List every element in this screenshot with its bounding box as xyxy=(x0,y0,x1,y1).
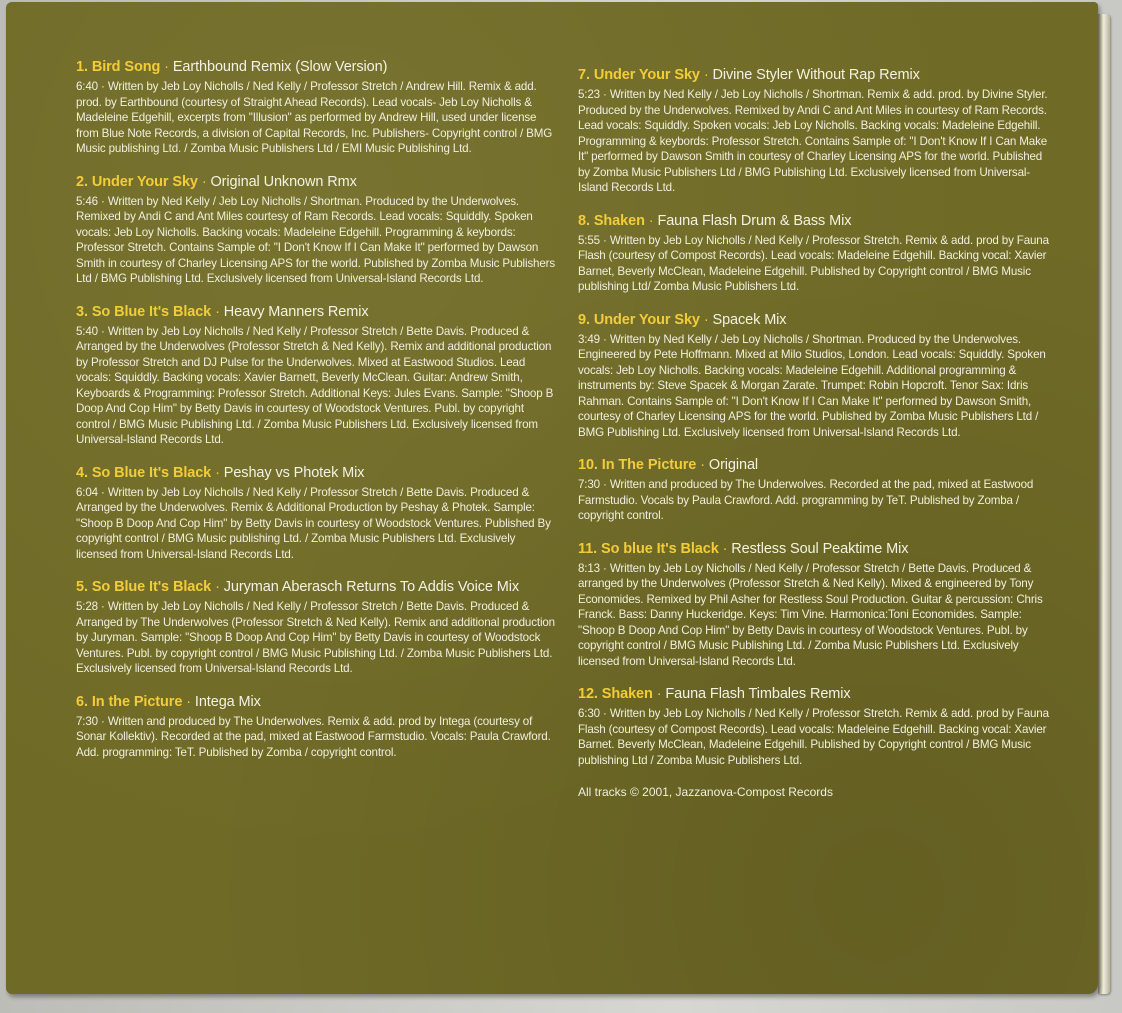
track-number: 8. xyxy=(578,212,590,229)
track-number: 10. xyxy=(578,457,598,473)
track-title: In the Picture xyxy=(91,693,183,710)
copyright-footer: All tracks © 2001, Jazzanova-Compost Records xyxy=(578,785,833,799)
cd-back-card xyxy=(6,2,1098,994)
track-number: 2. xyxy=(76,173,88,190)
track-mix-name: Original xyxy=(708,457,759,473)
track-heading xyxy=(578,685,1056,703)
track-number: 9. xyxy=(578,311,590,328)
track-mix-name: Peshay vs Photek Mix xyxy=(223,464,365,481)
track-heading xyxy=(578,456,1056,474)
track-mix-name: Earthbound Remix (Slow Version) xyxy=(172,59,388,75)
track-title: Shaken xyxy=(593,212,645,229)
track-heading xyxy=(578,311,1056,329)
track-entry xyxy=(578,66,1056,196)
track-separator: · xyxy=(164,59,169,75)
track-number: 1. xyxy=(76,59,88,75)
track-separator: · xyxy=(722,540,728,557)
track-entry xyxy=(578,311,1056,441)
track-title: Shaken xyxy=(601,686,653,702)
track-credits: 3:49 · Written by Ned Kelly / Jeb Loy Nicholls / Shortman. Produced by the Underwolves. Engineered by Pete Hoffmann. Mixed at Milo Studios, London. Lead vocals: Squiddly. Spoken vocals: Jeb Loy Nicholls. Backing vocals: Madeleine Edgehill. Additional programming & instruments by: Steve Spacek & Morgan Zarate. Trumpet: Robin Hopcroft. Tenor Sax: Idris Rahman. Contains Sample of: "I Don't Know If I Can Make It" performed by Dawson Smith, courtesy of Charley Licensing APS for the world. Published by Zomba Music Publishers Ltd / BMG Publishing Ltd. Exclusively licensed from Universal-Island Records Ltd. xyxy=(578,332,1046,439)
track-separator: · xyxy=(215,303,220,320)
track-title: In The Picture xyxy=(601,457,697,473)
track-title: Bird Song xyxy=(91,59,161,75)
track-separator: · xyxy=(703,311,709,328)
track-title: So Blue It's Black xyxy=(91,464,212,481)
track-separator: · xyxy=(215,579,220,595)
track-entry xyxy=(578,540,1056,670)
track-separator: · xyxy=(656,686,662,702)
track-heading xyxy=(76,303,556,321)
track-credits: 7:30 · Written and produced by The Underwolves. Recorded at the pad, mixed at Eastwood Farmstudio. Vocals by Paula Crawford. Add. programming by TeT. Published by Zomba / copyright control. xyxy=(578,478,1034,522)
case-spine-edge xyxy=(1098,14,1110,994)
track-number: 4. xyxy=(76,464,88,481)
track-number: 11. xyxy=(578,540,598,557)
track-credits: 5:40 · Written by Jeb Loy Nicholls / Ned Kelly / Professor Stretch / Bette Davis. Produced & Arranged by the Underwolves (Professor Stretch & Ned Kelly). Remix and additional production by Professor Stretch and DJ Pulse for the Underwolves. Mixed at Eastwood Studios. Lead vocals: Squiddly. Backing vocals: Xavier Barnett, Beverly McClean. Guitar: Andrew Smith, Keyboards & Programming: Professor Stretch. Additional Keys: Jules Evans. Sample: "Shoop B Doop And Cop Him" by Betty Davis in courtesy of Woodstock Ventures. Publ. by copyright control / BMG Music Publishing Ltd. / Zomba Music Publishers Ltd. Exclusively licensed from Universal-Island Records Ltd. xyxy=(76,324,554,446)
track-title: So Blue It's Black xyxy=(91,303,212,320)
track-number: 6. xyxy=(76,693,88,710)
tracklist-column-right xyxy=(578,66,1056,800)
track-number: 7. xyxy=(578,67,590,83)
tracklist-column-left xyxy=(76,58,556,776)
track-credits: 7:30 · Written and produced by The Underwolves. Remix & add. prod by Intega (courtesy of Sonar Kollektiv). Recorded at the pad, mixed at Eastwood Farmstudio. Vocals: Paula Crawford. Add. programming: TeT. Published by Zomba / copyright control. xyxy=(76,714,551,759)
track-heading xyxy=(578,212,1056,230)
track-number: 3. xyxy=(76,303,88,320)
track-title: Under Your Sky xyxy=(593,311,700,328)
track-credits: 5:23 · Written by Ned Kelly / Jeb Loy Nicholls / Shortman. Remix & add. prod. by Divine Styler. Produced by the Underwolves. Remixed by Andi C and Ant Miles in courtesy of Ram Records. Lead vocals: Squiddly. Spoken vocals: Jeb Loy Nicholls. Backing vocals: Madeleine Edgehill. Programming & keybords: Professor Stretch. Contains Sample of: "I Don't Know If I Can Make It" performed by Dawson Smith in courtesy of Charley Licensing APS for the world. Published by Zomba Music Publishers Ltd / BMG Publishing Ltd. Exclusively licensed from Universal-Island Records Ltd. xyxy=(578,88,1048,194)
track-mix-name: Divine Styler Without Rap Remix xyxy=(712,67,920,83)
track-title: So blue It's Black xyxy=(601,540,719,557)
track-heading xyxy=(76,173,556,191)
track-heading xyxy=(76,578,556,596)
track-entry xyxy=(578,685,1056,768)
track-credits: 6:40 · Written by Jeb Loy Nicholls / Ned Kelly / Professor Stretch / Andrew Hill. Remix & add. prod. by Earthbound (courtesy of Straight Ahead Records). Lead vocals- Jeb Loy Nicholls & Madeleine Edgehill, excerpts from "Illusion" as performed by Andrew Hill, used under license from Blue Note Records, a division of Capital Records, Inc. Publishers- Copyright control / BMG Music publishing Ltd. / Zomba Music Publishers Ltd / EMI Music Publishing Ltd. xyxy=(76,80,553,155)
track-number: 5. xyxy=(76,579,88,595)
track-credits: 5:55 · Written by Jeb Loy Nicholls / Ned Kelly / Professor Stretch. Remix & add. prod by Fauna Flash (courtesy of Compost Records). Lead vocals: Madeleine Edgehill. Backing vocal: Xavier Barnet, Beverly McClean, Madeleine Edgehill. Published by Copyright control / BMG Music publishing Ltd/ Zomba Music Publishers Ltd. xyxy=(578,233,1049,293)
track-separator: · xyxy=(215,464,220,481)
track-heading xyxy=(578,66,1056,84)
track-credits: 8:13 · Written by Jeb Loy Nicholls / Ned Kelly / Professor Stretch / Bette Davis. Produced & arranged by the Underwolves (Professor Stretch & Ned Kelly). Mixed & engineered by Tony Economides. Remixed by Phil Asher for Restless Soul Production. Guitar & percussion: Chris Franck. Bass: Danny Huckeridge. Keys: Tim Vine. Harmonica:Toni Economides. Sample: "Shoop B Doop And Cop Him" by Betty Davis in courtesy of Woodstock Ventures. Publ. by copyright control / BMG Music Publishing Ltd. / Zomba Music Publishers Ltd. Exclusively licensed from Universal-Island Records Ltd. xyxy=(578,561,1043,668)
track-credits: 5:46 · Written by Ned Kelly / Jeb Loy Nicholls / Shortman. Produced by the Underwolves. Remixed by Andi C and Ant Miles courtesy of Ram Records. Lead vocals: Squiddly. Spoken vocals: Jeb Loy Nicholls. Backing vocals: Madeleine Edgehill. Programming & keybords: Professor Stretch. Contains Sample of: "I Don't Know If I Can Make It" performed by Dawson Smith in courtesy of Charley Licensing APS for the world. Published by Zomba Music Publishers Ltd / BMG Publishing Ltd. Exclusively licensed from Universal-Island Records Ltd. xyxy=(76,194,556,285)
track-separator: · xyxy=(703,67,709,83)
track-separator: · xyxy=(201,173,207,190)
track-title: So Blue It's Black xyxy=(91,579,212,595)
track-entry xyxy=(76,578,556,677)
track-entry xyxy=(578,212,1056,295)
track-entry xyxy=(76,173,556,287)
track-title: Under Your Sky xyxy=(91,173,198,190)
track-heading xyxy=(578,540,1056,558)
track-mix-name: Juryman Aberasch Returns To Addis Voice Mix xyxy=(223,579,520,595)
track-mix-name: Fauna Flash Drum & Bass Mix xyxy=(657,212,852,229)
track-number: 12. xyxy=(578,686,598,702)
track-mix-name: Spacek Mix xyxy=(712,311,787,328)
track-separator: · xyxy=(648,212,654,229)
track-mix-name: Restless Soul Peaktime Mix xyxy=(731,540,909,557)
track-title: Under Your Sky xyxy=(593,67,700,83)
track-credits: 6:04 · Written by Jeb Loy Nicholls / Ned Kelly / Professor Stretch / Bette Davis. Produced & Arranged by the Underwolves. Remix & Additional Production by Peshay & Photek. Sample: "Shoop B Doop And Cop Him" by Betty Davis in courtesy of Woodstock Ventures. Published By copyright control / BMG Music publishing Ltd. / Zomba Music Publishers Ltd. Exclusively licensed from Universal-Island Records Ltd. xyxy=(76,485,551,561)
track-separator: · xyxy=(700,457,705,473)
track-heading xyxy=(76,464,556,482)
track-mix-name: Intega Mix xyxy=(194,693,261,710)
track-entry xyxy=(76,303,556,448)
track-entry xyxy=(76,58,556,157)
track-entry xyxy=(76,464,556,563)
track-entry xyxy=(578,456,1056,524)
track-mix-name: Fauna Flash Timbales Remix xyxy=(665,686,851,702)
track-mix-name: Heavy Manners Remix xyxy=(223,303,369,320)
track-heading xyxy=(76,693,556,711)
track-mix-name: Original Unknown Rmx xyxy=(210,173,357,190)
track-entry xyxy=(76,693,556,761)
track-heading xyxy=(76,58,556,76)
track-separator: · xyxy=(186,693,191,710)
track-credits: 5:28 · Written by Jeb Loy Nicholls / Ned Kelly / Professor Stretch / Bette Davis. Produced & Arranged by The Underwolves (Professor Stretch & Ned Kelly). Remix and additional production by Juryman. Sample: "Shoop B Doop And Cop Him" by Betty Davis in courtesy of Woodstock Ventures. Publ. by copyright control / BMG Music Publishing Ltd. / Zomba Music Publishers Ltd. Exclusively licensed from Universal-Island Records Ltd. xyxy=(76,600,555,675)
track-credits: 6:30 · Written by Jeb Loy Nicholls / Ned Kelly / Professor Stretch. Remix & add. prod by Fauna Flash (courtesy of Compost Records). Lead vocals: Madeleine Edgehill. Backing vocal: Xavier Barnet. Beverly McClean, Madeleine Edgehill. Published by Copyright control / BMG Music publishing Ltd / Zomba Music Publishers Ltd. xyxy=(578,707,1049,767)
